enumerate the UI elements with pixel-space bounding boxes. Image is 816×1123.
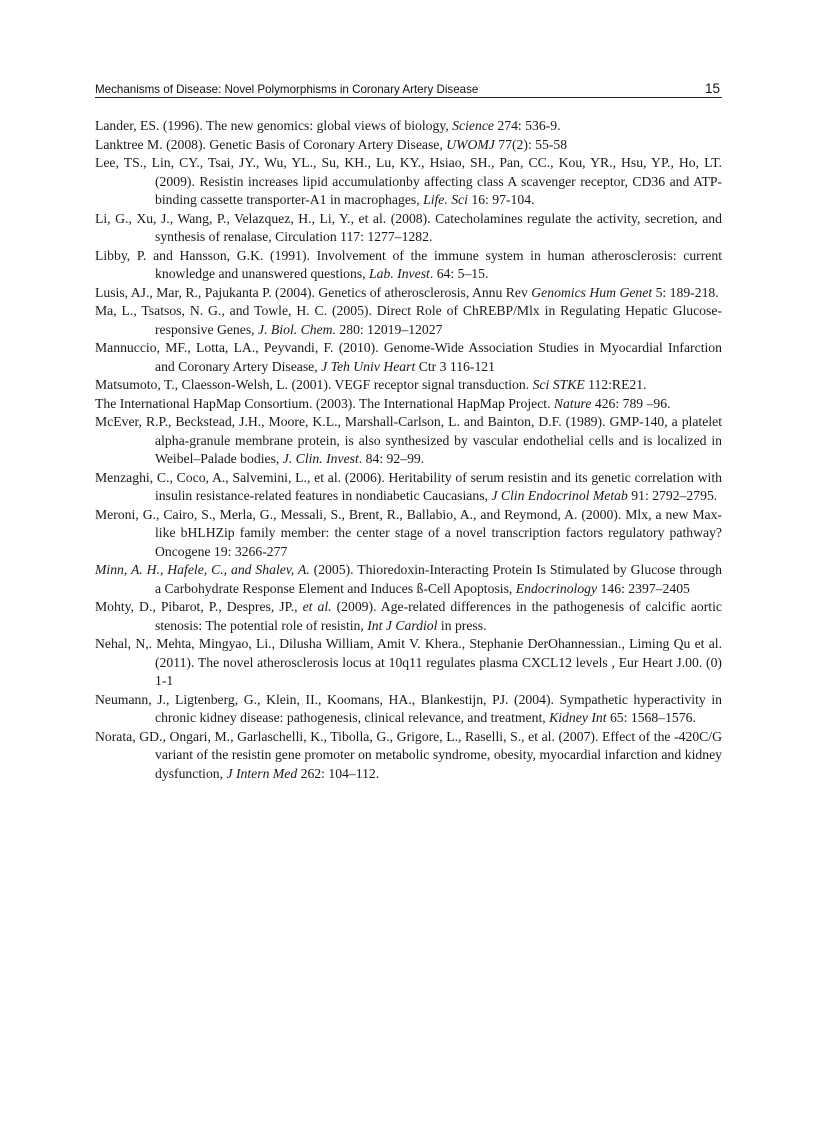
reference-text: 262: 104–112. (297, 765, 380, 781)
reference-text: Ctr 3 116-121 (415, 358, 495, 374)
reference-italic-text: J. Clin. Invest (282, 451, 359, 466)
running-header (95, 79, 722, 98)
reference-entry (95, 339, 722, 376)
reference-entry (95, 691, 722, 728)
reference-text: Norata, GD., Ongari, M., Garlaschelli, K., Tibolla, G., Grigore, L., Raselli, S., et al. (2007). Effect of the -420C/G variant of the resistin gene promoter on metabolic syndrome, obesity, myocardial infarction and kidney dysfunction, (95, 728, 722, 781)
reference-italic-text: Endocrinology (515, 580, 598, 596)
reference-text: Lander, ES. (1996). The new genomics: global views of biology, (95, 118, 453, 133)
reference-text: Lanktree M. (2008). Genetic Basis of Coronary Artery Disease, (95, 136, 447, 152)
reference-italic-text: Life. Sci (423, 192, 468, 207)
reference-entry (95, 376, 722, 395)
reference-italic-text: J Teh Univ Heart (321, 358, 416, 374)
reference-text: 65: 1568–1576. (606, 710, 696, 725)
reference-entry (95, 561, 722, 598)
reference-text: McEver, R.P., Beckstead, J.H., Moore, K.L., Marshall-Carlson, L. and Bainton, D.F. (1989). GMP-140, a platelet alpha-granule membrane protein, is also synthesized by vascular endothelial cells and is localized in Weibel–Palade bodies, (95, 414, 722, 466)
reference-text: Neumann, J., Ligtenberg, G., Klein, II., Koomans, HA., Blankestijn, PJ. (2004). Sympathetic hyperactivity in chronic kidney disease: pathogenesis, clinical relevance, and treatment, (95, 691, 722, 725)
reference-entry (95, 136, 722, 155)
reference-text: in press. (437, 617, 487, 633)
reference-italic-text: UWOMJ (446, 136, 495, 152)
reference-text: Matsumoto, T., Claesson-Welsh, L. (2001). VEGF receptor signal transduction. (95, 377, 533, 392)
reference-entry (95, 302, 722, 339)
reference-entry (95, 210, 722, 247)
running-title: Mechanisms of Disease: Novel Polymorphisms in Coronary Artery Disease (95, 83, 479, 96)
reference-text: 426: 789 –96. (591, 395, 671, 411)
reference-text: 5: 189-218. (652, 284, 719, 300)
reference-entry (95, 469, 722, 506)
reference-italic-text: Genomics Hum Genet (531, 284, 653, 300)
reference-entry (95, 413, 722, 469)
reference-entry (95, 728, 722, 784)
reference-text: 112:RE21. (584, 377, 647, 392)
reference-italic-text: Nature (553, 395, 592, 411)
reference-text: Li, G., Xu, J., Wang, P., Velazquez, H., Li, Y., et al. (2008). Catecholamines regulate the activity, secretion, and synthesis of renalase, Circulation 117: 1277–1282. (95, 210, 722, 244)
reference-text: 91: 2792–2795. (627, 488, 718, 503)
reference-italic-text: Minn, A. H., Hafele, C., and Shalev, A. (95, 562, 310, 577)
reference-text: Mannuccio, MF., Lotta, LA., Peyvandi, F. (2010). Genome-Wide Association Studies in Myocardial Infarction and Coronary Artery Disease, (95, 340, 722, 374)
reference-text: 280: 12019–12027 (335, 321, 443, 337)
reference-italic-text: J Intern Med (226, 765, 298, 781)
reference-text: 16: 97-104. (467, 192, 535, 207)
reference-text: Libby, P. and Hansson, G.K. (1991). Involvement of the immune system in human atherosclerosis: current knowledge and unanswered questions, (95, 247, 722, 281)
reference-italic-text: Sci STKE (532, 377, 585, 392)
reference-entry (95, 635, 722, 691)
reference-text: 77(2): 55-58 (494, 136, 568, 152)
reference-italic-text: et al. (297, 599, 332, 614)
reference-italic-text: Int J Cardiol (367, 617, 438, 633)
reference-italic-text: Science (452, 118, 494, 133)
reference-list (95, 117, 722, 783)
reference-text: Ma, L., Tsatsos, N. G., and Towle, H. C. (2005). Direct Role of ChREBP/Mlx in Regulating Hepatic Glucose-responsive Genes, (95, 303, 722, 337)
reference-italic-text: Kidney Int (549, 710, 607, 725)
reference-entry (95, 247, 722, 284)
reference-entry (95, 598, 722, 635)
reference-text: . 84: 92–99. (358, 451, 425, 466)
reference-entry (95, 506, 722, 562)
reference-text: (2005). Thioredoxin-Interacting Protein Is Stimulated by Glucose through a Carbohydrate Response Element and Induces ß-Cell Apoptosis, (155, 562, 722, 596)
reference-text: Mohty, D., Pibarot, P., Despres, JP., (95, 599, 298, 614)
reference-text: Nehal, N,. Mehta, Mingyao, Li., Dilusha William, Amit V. Khera., Stephanie DerOhannessian., Liming Qu et al. (2011). The novel atherosclerosis locus at 10q11 regulates plasma CXCL12 levels , Eur Heart J.00. (0) 1-1 (95, 636, 722, 688)
page-number: 15 (704, 81, 720, 96)
reference-text: Lee, TS., Lin, CY., Tsai, JY., Wu, YL., Su, KH., Lu, KY., Hsiao, SH., Pan, CC., Kou, YR., Hsu, YP., Ho, LT. (2009). Resistin increases lipid accumulationby affecting class A scavenger receptor, CD36 and ATP-binding cassette transporter-A1 in macrophages, (95, 155, 722, 207)
reference-entry (95, 395, 722, 414)
reference-text: (2009). Age-related differences in the pathogenesis of calcific aortic stenosis: The potential role of resistin, (155, 599, 722, 633)
reference-text: . 64: 5–15. (429, 266, 489, 281)
reference-text: Meroni, G., Cairo, S., Merla, G., Messali, S., Brent, R., Ballabio, A., and Reymond, A. (2000). Mlx, a new Max-like bHLHZip family member: the center stage of a novel transcription factors regulatory pathway? Oncogene 19: 3266-277 (95, 506, 722, 559)
reference-text: Menzaghi, C., Coco, A., Salvemini, L., et al. (2006). Heritability of serum resistin and its genetic correlation with insulin resistance-related features in nondiabetic Caucasians, (95, 469, 722, 503)
reference-italic-text: J Clin Endocrinol Metab (491, 488, 628, 503)
reference-text: 274: 536-9. (493, 118, 561, 133)
reference-text: 146: 2397–2405 (597, 580, 690, 596)
reference-entry (95, 117, 722, 136)
reference-italic-text: Lab. Invest (369, 266, 430, 281)
reference-entry (95, 154, 722, 210)
reference-text: The International HapMap Consortium. (2003). The International HapMap Project. (95, 395, 554, 411)
reference-text: Lusis, AJ., Mar, R., Pajukanta P. (2004). Genetics of atherosclerosis, Annu Rev (95, 284, 532, 300)
reference-italic-text: J. Biol. Chem. (258, 321, 336, 337)
reference-entry (95, 284, 722, 303)
